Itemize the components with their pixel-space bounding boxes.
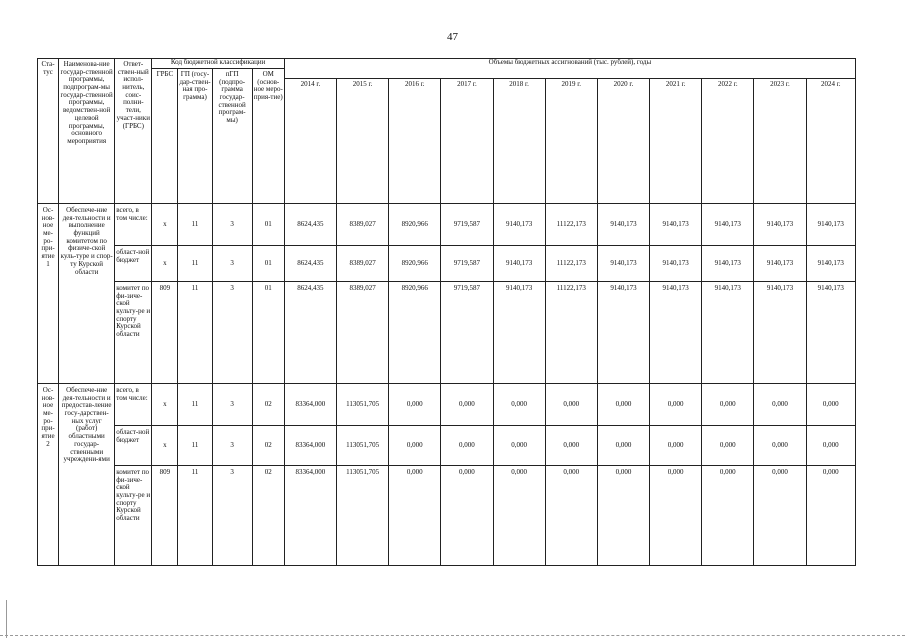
value-cell: 9140,173	[702, 282, 754, 384]
value-cell: 83364,000	[284, 466, 336, 566]
value-cell: 9140,173	[754, 282, 806, 384]
value-cell: 9140,173	[597, 282, 649, 384]
value-cell: 0,000	[702, 384, 754, 426]
table-row	[38, 466, 856, 566]
gp-cell: 11	[178, 384, 212, 426]
status-header: Ста-тус	[38, 59, 59, 204]
value-cell: 83364,000	[284, 426, 336, 466]
value-cell: 0,000	[545, 426, 597, 466]
pgp-cell: 3	[212, 282, 252, 384]
gp-cell: 11	[178, 246, 212, 282]
year-header: 2018 г.	[493, 79, 545, 204]
name-cell: Обеспече-ние дея-тельности и выполнение функций комитетом по физиче-ской куль-туре и спор-ту Курской области	[59, 204, 115, 384]
table-row	[38, 246, 856, 282]
responsible-cell: комитет по фи-зиче-ской культу-ре и спорту Курской области	[115, 466, 152, 566]
gp-cell: 11	[178, 204, 212, 246]
gp-cell: 11	[178, 466, 212, 566]
value-cell: 113051,705	[337, 466, 389, 566]
value-cell: 9140,173	[650, 204, 702, 246]
grbs-header: ГРБС	[152, 69, 178, 204]
value-cell: 9719,587	[441, 282, 493, 384]
grbs-cell: x	[152, 426, 178, 466]
value-cell: 113051,705	[337, 426, 389, 466]
om-header: ОМ (основ-ное меро-прия-тие)	[252, 69, 284, 204]
table-row	[38, 204, 856, 246]
value-cell: 8389,027	[337, 282, 389, 384]
year-header: 2015 г.	[337, 79, 389, 204]
gp-header: ГП (госу-дар-ствен-ная про-грамма)	[178, 69, 212, 204]
value-cell: 9140,173	[493, 282, 545, 384]
value-cell: 9140,173	[702, 204, 754, 246]
page-bottom-line	[0, 635, 905, 636]
year-header: 2023 г.	[754, 79, 806, 204]
value-cell: 8624,435	[284, 204, 336, 246]
value-cell: 8920,966	[389, 204, 441, 246]
responsible-cell: област-ной бюджет	[115, 426, 152, 466]
value-cell: 0,000	[545, 384, 597, 426]
table-row	[38, 282, 856, 384]
om-cell: 02	[252, 466, 284, 566]
status-cell: Ос-нов-ное ме-ро-при-ятие 2	[38, 384, 59, 566]
value-cell: 0,000	[754, 426, 806, 466]
value-cell: 0,000	[493, 384, 545, 426]
value-cell: 0,000	[493, 426, 545, 466]
pgp-cell: 3	[212, 384, 252, 426]
table-row	[38, 384, 856, 426]
value-cell: 0,000	[702, 466, 754, 566]
scan-margin-mark	[6, 600, 7, 638]
year-header: 2014 г.	[284, 79, 336, 204]
value-cell: 0,000	[650, 426, 702, 466]
value-cell: 9140,173	[493, 246, 545, 282]
budget-allocation-table	[37, 58, 856, 566]
value-cell: 9140,173	[702, 246, 754, 282]
value-cell: 9140,173	[806, 246, 855, 282]
value-cell: 9140,173	[493, 204, 545, 246]
name-cell: Обеспече-ние дея-тельности и предостав-ление госу-дарствен-ных услуг (работ) областными государ-ственными учреждени-ями	[59, 384, 115, 566]
value-cell: 11122,173	[545, 204, 597, 246]
responsible-cell: комитет по фи-зиче-ской культу-ре и спорту Курской области	[115, 282, 152, 384]
pgp-cell: 3	[212, 426, 252, 466]
year-header: 2019 г.	[545, 79, 597, 204]
gp-cell: 11	[178, 426, 212, 466]
grbs-cell: x	[152, 204, 178, 246]
value-cell: 0,000	[754, 384, 806, 426]
status-cell: Ос-нов-ное ме-ро-при-ятие 1	[38, 204, 59, 384]
value-cell: 9140,173	[597, 246, 649, 282]
value-cell: 8920,966	[389, 282, 441, 384]
value-cell: 0,000	[702, 426, 754, 466]
grbs-cell: 809	[152, 282, 178, 384]
value-cell: 0,000	[493, 466, 545, 566]
name-header: Наименова-ние государ-ственной программы, подпрограм-мы государ-ственной программы, ведомствен-ной целевой программы, основного мероприятия	[59, 59, 115, 204]
header-row-top	[38, 59, 856, 69]
responsible-header: Ответ-ствен-ный испол-нитель, соис-полни-тели, участ-ники (ГРБС)	[115, 59, 152, 204]
pgp-cell: 3	[212, 204, 252, 246]
value-cell: 0,000	[597, 466, 649, 566]
value-cell: 8920,966	[389, 246, 441, 282]
value-cell: 0,000	[389, 426, 441, 466]
pgp-cell: 3	[212, 466, 252, 566]
allocations-header: Объемы бюджетных ассигнований (тыс. рублей), годы	[284, 59, 855, 79]
value-cell: 9140,173	[806, 282, 855, 384]
value-cell: 0,000	[597, 426, 649, 466]
grbs-cell: x	[152, 246, 178, 282]
value-cell: 0,000	[389, 384, 441, 426]
year-header: 2022 г.	[702, 79, 754, 204]
value-cell: 0,000	[806, 466, 855, 566]
om-cell: 02	[252, 384, 284, 426]
value-cell: 9140,173	[754, 204, 806, 246]
responsible-cell: област-ной бюджет	[115, 246, 152, 282]
pgp-cell: 3	[212, 246, 252, 282]
value-cell: 0,000	[806, 384, 855, 426]
value-cell: 83364,000	[284, 384, 336, 426]
pgp-header: пГП (подпро-грамма государ-ственной програм-мы)	[212, 69, 252, 204]
year-header: 2016 г.	[389, 79, 441, 204]
value-cell: 0,000	[754, 466, 806, 566]
budget-code-header: Код бюджетной классификации	[152, 59, 284, 69]
value-cell: 9719,587	[441, 246, 493, 282]
value-cell: 9719,587	[441, 204, 493, 246]
value-cell: 8624,435	[284, 282, 336, 384]
value-cell: 0,000	[441, 426, 493, 466]
value-cell: 0,000	[806, 426, 855, 466]
value-cell: 0,000	[441, 466, 493, 566]
value-cell: 8624,435	[284, 246, 336, 282]
value-cell: 9140,173	[650, 282, 702, 384]
om-cell: 01	[252, 282, 284, 384]
om-cell: 02	[252, 426, 284, 466]
value-cell: 113051,705	[337, 384, 389, 426]
value-cell: 0,000	[650, 384, 702, 426]
year-header: 2024 г.	[806, 79, 855, 204]
value-cell: 0,000	[389, 466, 441, 566]
value-cell: 9140,173	[754, 246, 806, 282]
value-cell: 8389,027	[337, 204, 389, 246]
responsible-cell: всего, в том числе:	[115, 384, 152, 426]
table-row	[38, 426, 856, 466]
value-cell: 9140,173	[650, 246, 702, 282]
om-cell: 01	[252, 246, 284, 282]
value-cell: 0,000	[545, 466, 597, 566]
gp-cell: 11	[178, 282, 212, 384]
om-cell: 01	[252, 204, 284, 246]
value-cell: 9140,173	[597, 204, 649, 246]
year-header: 2021 г.	[650, 79, 702, 204]
value-cell: 11122,173	[545, 246, 597, 282]
value-cell: 0,000	[650, 466, 702, 566]
year-header: 2017 г.	[441, 79, 493, 204]
grbs-cell: x	[152, 384, 178, 426]
value-cell: 11122,173	[545, 282, 597, 384]
year-header: 2020 г.	[597, 79, 649, 204]
value-cell: 9140,173	[806, 204, 855, 246]
page-number: 47	[447, 31, 458, 43]
value-cell: 0,000	[441, 384, 493, 426]
value-cell: 0,000	[597, 384, 649, 426]
responsible-cell: всего, в том числе:	[115, 204, 152, 246]
grbs-cell: 809	[152, 466, 178, 566]
value-cell: 8389,027	[337, 246, 389, 282]
